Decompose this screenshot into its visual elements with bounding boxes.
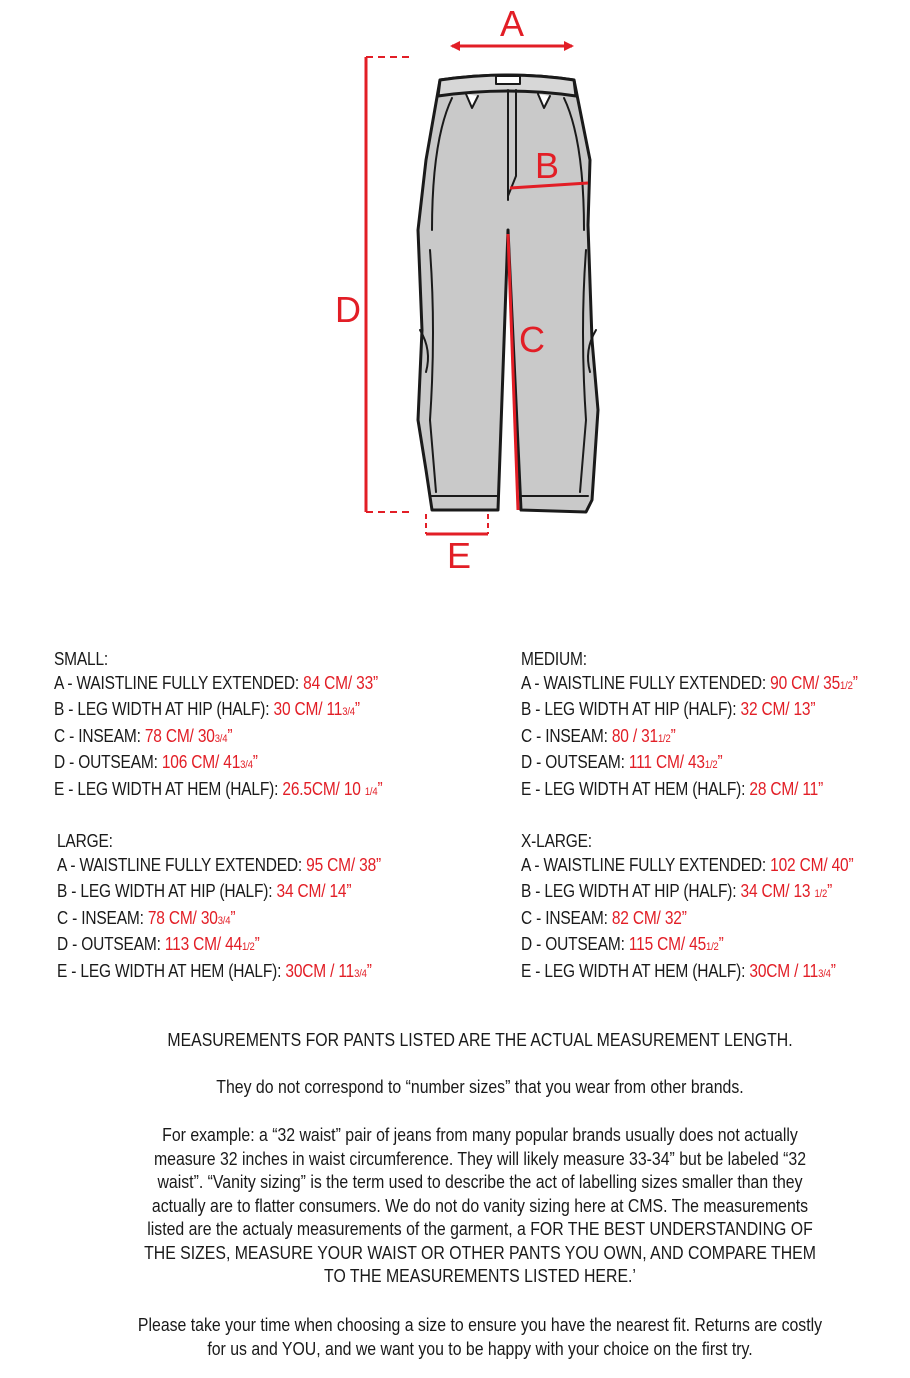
size-row-c: C - INSEAM: 78 CM/ 303/4” — [57, 907, 236, 928]
size-value: 82 CM/ 32” — [607, 907, 687, 928]
size-row-d: D - OUTSEAM: 113 CM/ 441/2” — [57, 934, 260, 955]
label-d: D — [335, 289, 361, 330]
size-value: 28 CM/ 11” — [745, 778, 824, 799]
size-row-b: B - LEG WIDTH AT HIP (HALF): 34 CM/ 14” — [57, 881, 352, 902]
size-row-a: A - WAISTLINE FULLY EXTENDED: 90 CM/ 351/2” — [521, 672, 858, 693]
size-value: 102 CM/ 40” — [766, 854, 854, 875]
notes-paragraph-2: For example: a “32 waist” pair of jeans from many popular brands usually does not actually measure 32 inches in waist circumference. They will likely measure 33-34” but be labeled “32 waist”. “Vanity sizing” is the term used to describe the act of labelling sizes smaller than they actually are to flatter consumers. We do not do vanity sizing here at CMS. The measurements listed are the actualy measurements of the garment, a FOR THE BEST UNDERSTANDING OF THE SIZES, MEASURE YOUR WAIST OR OTHER PANTS YOU OWN, AND COMPARE THEM TO THE MEASUREMENTS LISTED HERE.’ — [144, 1125, 816, 1286]
size-row-a: A - WAISTLINE FULLY EXTENDED: 95 CM/ 38” — [57, 854, 382, 875]
size-value: 30CM / 113/4” — [281, 960, 372, 981]
size-value: 84 CM/ 33” — [299, 672, 379, 693]
size-row-c: C - INSEAM: 80 / 311/2” — [521, 725, 676, 746]
measure-e-guide — [426, 514, 488, 576]
size-value: 34 CM/ 13 1/2” — [736, 881, 833, 902]
waist-tag — [496, 76, 520, 84]
size-row-b: B - LEG WIDTH AT HIP (HALF): 30 CM/ 113/4” — [54, 699, 360, 720]
pants-measurement-diagram — [0, 0, 910, 590]
pants-illustration — [418, 75, 598, 512]
size-block-x-large — [521, 830, 853, 987]
size-value: 106 CM/ 413/4” — [157, 752, 258, 773]
size-row-c: C - INSEAM: 78 CM/ 303/4” — [54, 725, 233, 746]
size-value: 90 CM/ 351/2” — [766, 672, 858, 693]
size-title: MEDIUM: — [521, 649, 587, 669]
size-row-e: E - LEG WIDTH AT HEM (HALF): 30CM / 113/4” — [57, 960, 372, 981]
size-value: 80 / 311/2” — [607, 725, 676, 746]
size-block-medium — [521, 648, 858, 805]
size-row-d: D - OUTSEAM: 111 CM/ 431/2” — [521, 752, 723, 773]
size-row-c: C - INSEAM: 82 CM/ 32” — [521, 907, 687, 928]
size-value: 78 CM/ 303/4” — [143, 907, 236, 928]
notes-heading: MEASUREMENTS FOR PANTS LISTED ARE THE ACTUAL MEASUREMENT LENGTH. — [167, 1030, 793, 1050]
size-row-e: E - LEG WIDTH AT HEM (HALF): 26.5CM/ 10 1/4” — [54, 778, 383, 799]
size-title: LARGE: — [57, 831, 113, 851]
size-row-b: B - LEG WIDTH AT HIP (HALF): 34 CM/ 13 1/2” — [521, 881, 833, 902]
notes-paragraph-3: Please take your time when choosing a size to ensure you have the nearest fit. Returns are costly for us and YOU, and we want you to be happy with your choice on the first try. — [137, 1315, 823, 1359]
size-row-e: E - LEG WIDTH AT HEM (HALF): 30CM / 113/4” — [521, 960, 836, 981]
label-e: E — [446, 535, 472, 576]
size-value: 30 CM/ 113/4” — [269, 699, 360, 720]
size-block-small — [54, 648, 382, 805]
size-row-b: B - LEG WIDTH AT HIP (HALF): 32 CM/ 13” — [521, 699, 816, 720]
size-title: X-LARGE: — [521, 831, 592, 851]
size-row-d: D - OUTSEAM: 115 CM/ 451/2” — [521, 934, 724, 955]
size-value: 26.5CM/ 10 1/4” — [278, 778, 383, 799]
size-row-a: A - WAISTLINE FULLY EXTENDED: 102 CM/ 40” — [521, 854, 854, 875]
size-value: 95 CM/ 38” — [302, 854, 382, 875]
size-block-large — [57, 830, 381, 987]
size-value: 78 CM/ 303/4” — [140, 725, 233, 746]
size-value: 32 CM/ 13” — [736, 699, 816, 720]
measure-d-guide — [335, 57, 410, 512]
size-row-e: E - LEG WIDTH AT HEM (HALF): 28 CM/ 11” — [521, 778, 824, 799]
size-value: 111 CM/ 431/2” — [624, 752, 723, 773]
size-value: 34 CM/ 14” — [272, 881, 352, 902]
size-row-a: A - WAISTLINE FULLY EXTENDED: 84 CM/ 33” — [54, 672, 379, 693]
size-row-d: D - OUTSEAM: 106 CM/ 413/4” — [54, 752, 258, 773]
label-b: B — [534, 145, 560, 186]
notes-paragraph-1: They do not correspond to “number sizes” that you wear from other brands. — [216, 1077, 744, 1097]
measure-a-guide — [452, 3, 572, 46]
label-a: A — [499, 3, 525, 44]
label-c: C — [519, 319, 545, 360]
size-title: SMALL: — [54, 649, 109, 669]
size-value: 115 CM/ 451/2” — [624, 934, 724, 955]
size-value: 30CM / 113/4” — [745, 960, 836, 981]
size-value: 113 CM/ 441/2” — [160, 934, 260, 955]
